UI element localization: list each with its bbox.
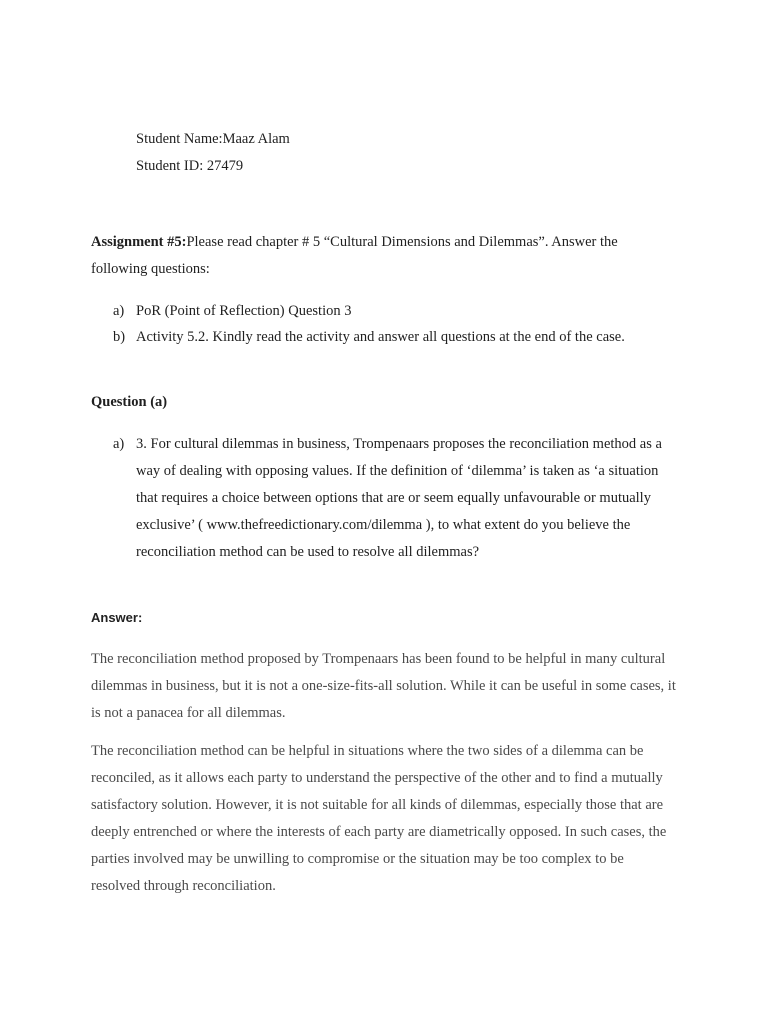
list-item-text: PoR (Point of Reflection) Question 3 [136, 303, 352, 319]
list-marker: a) [113, 303, 125, 319]
list-item [113, 298, 673, 324]
question-list [113, 298, 673, 350]
student-id: Student ID: 27479 [136, 158, 244, 174]
answer-heading: Answer: [91, 610, 143, 625]
question-a-text: 3. For cultural dilemmas in business, Trompenaars proposes the reconciliation method as a way of dealing with opposing values. If the definition of ‘dilemma’ is taken as ‘a situation that requires a choice between options that are or seem equally unfavourable or mutually exclusive’ ( www.thefreedictionary.com/dilemma ), to what extent do you believe the reconciliation method can be used to resolve all dilemmas? [136, 436, 662, 560]
assignment-instructions [91, 229, 651, 283]
answer-paragraph: The reconciliation method proposed by Trompenaars has been found to be helpful in many cultural dilemmas in business, but it is not a one-size-fits-all solution. While it can be useful in some cases, it is not a panacea for all dilemmas. [91, 651, 676, 721]
student-info [136, 126, 290, 180]
question-a-item [113, 431, 678, 566]
list-item-text: Activity 5.2. Kindly read the activity and answer all questions at the end of the case. [136, 329, 625, 345]
answer-paragraph: The reconciliation method can be helpful in situations where the two sides of a dilemma can be reconciled, as it allows each party to understand the perspective of the other and to find a mutually satisfactory solution. However, it is not suitable for all kinds of dilemmas, especially those that are deeply entrenched or where the interests of each party are diametrically opposed. In such cases, the parties involved may be unwilling to compromise or the situation may be too complex to be resolved through reconciliation. [91, 743, 667, 894]
student-name: Student Name:Maaz Alam [136, 131, 290, 147]
assignment-label: Assignment #5: [91, 234, 187, 250]
list-marker: a) [113, 436, 125, 452]
question-a-heading: Question (a) [91, 394, 168, 410]
list-marker: b) [113, 329, 126, 345]
assignment-text: Please read chapter # 5 “Cultural Dimensions and Dilemmas”. Answer the following questions: [91, 234, 618, 277]
list-item [113, 324, 673, 350]
